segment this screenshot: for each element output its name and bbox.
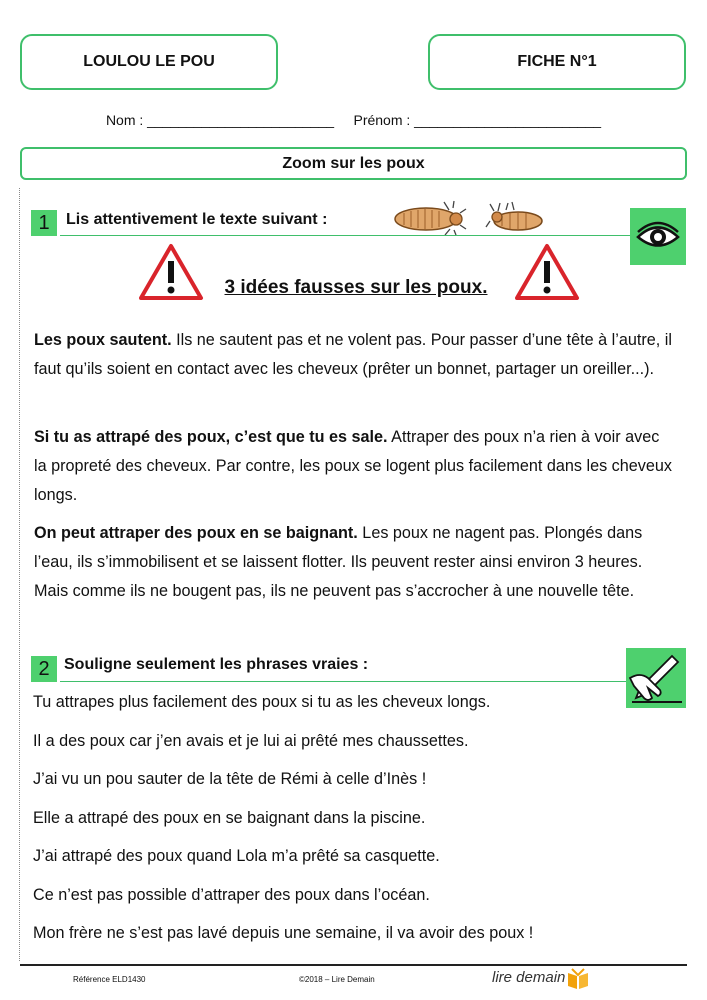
statement-3[interactable]: J’ai vu un pou sauter de la tête de Rémi à celle d’Inès ! [33, 770, 427, 788]
eye-icon [630, 208, 686, 265]
section-1-rule [60, 235, 630, 236]
louse-icon [394, 199, 554, 235]
fiche-number-box [428, 34, 686, 90]
paragraph-1-idea: Les poux sautent. [34, 331, 172, 349]
section-1-instruction: Lis attentivement le texte suivant : [66, 211, 328, 228]
fiche-number: FICHE N°1 [517, 53, 597, 70]
paragraph-1 [34, 326, 674, 384]
section-1-number: 1 [31, 210, 57, 236]
name-fields-line[interactable]: Nom : ________________________ Prénom : ________________________ [105, 112, 602, 128]
statement-1[interactable]: Tu attrapes plus facilement des poux si tu as les cheveux longs. [33, 693, 491, 711]
warning-icon [138, 243, 204, 301]
paragraph-3 [34, 519, 674, 606]
book-icon [566, 967, 590, 991]
pencil-hand-icon [626, 648, 686, 708]
worksheet-title: LOULOU LE POU [83, 53, 215, 70]
footer-copyright: ©2018 – Lire Demain [299, 975, 375, 984]
footer-brand: lire demain [492, 969, 566, 986]
section-2-number: 2 [31, 656, 57, 682]
warning-title: 3 idées fausses sur les poux. [224, 277, 488, 298]
footer-rule [20, 964, 687, 966]
paragraph-2-text: Attraper des poux n’a rien à voir avec la propreté des cheveux. Par contre, les poux se logent plus facilement dans les cheveux longs. [34, 428, 672, 504]
subtitle-box [20, 147, 687, 180]
paragraph-2 [34, 423, 674, 510]
paragraph-3-text: Les poux ne nagent pas. Plongés dans l’eau, ils s’immobilisent et se laissent flotter. Ils peuvent rester ainsi environ 3 heures. Mais comme ils ne bougent pas, ils ne peuvent pas s’accrocher à une nouvelle tête. [34, 524, 643, 600]
statement-6[interactable]: Ce n’est pas possible d’attraper des poux dans l’océan. [33, 886, 430, 904]
paragraph-1-text: Ils ne sautent pas et ne volent pas. Pour passer d’une tête à l’autre, il faut qu’ils soient en contact avec les cheveux (prêter un bonnet, partager un oreiller...). [34, 331, 672, 378]
louse-icon [395, 201, 466, 235]
worksheet-title-box [20, 34, 278, 90]
section-2-instruction: Souligne seulement les phrases vraies : [64, 656, 369, 673]
margin-dotted-line [19, 188, 20, 961]
statement-4[interactable]: Elle a attrapé des poux en se baignant dans la piscine. [33, 809, 426, 827]
statement-7[interactable]: Mon frère ne s’est pas lavé depuis une semaine, il va avoir des poux ! [33, 924, 534, 942]
louse-icon [486, 202, 542, 230]
eye-icon-box [630, 208, 686, 265]
section-2-rule [60, 681, 626, 682]
statement-5[interactable]: J’ai attrapé des poux quand Lola m’a prêté sa casquette. [33, 847, 440, 865]
paragraph-2-idea: Si tu as attrapé des poux, c’est que tu es sale. [34, 428, 388, 446]
paragraph-3-idea: On peut attraper des poux en se baignant. [34, 524, 358, 542]
footer-reference: Référence ELD1430 [73, 975, 146, 984]
statement-2[interactable]: Il a des poux car j’en avais et je lui ai prêté mes chaussettes. [33, 732, 469, 750]
warning-icon [514, 243, 580, 301]
subtitle: Zoom sur les poux [282, 154, 425, 172]
pencil-hand-icon-box [626, 648, 686, 708]
